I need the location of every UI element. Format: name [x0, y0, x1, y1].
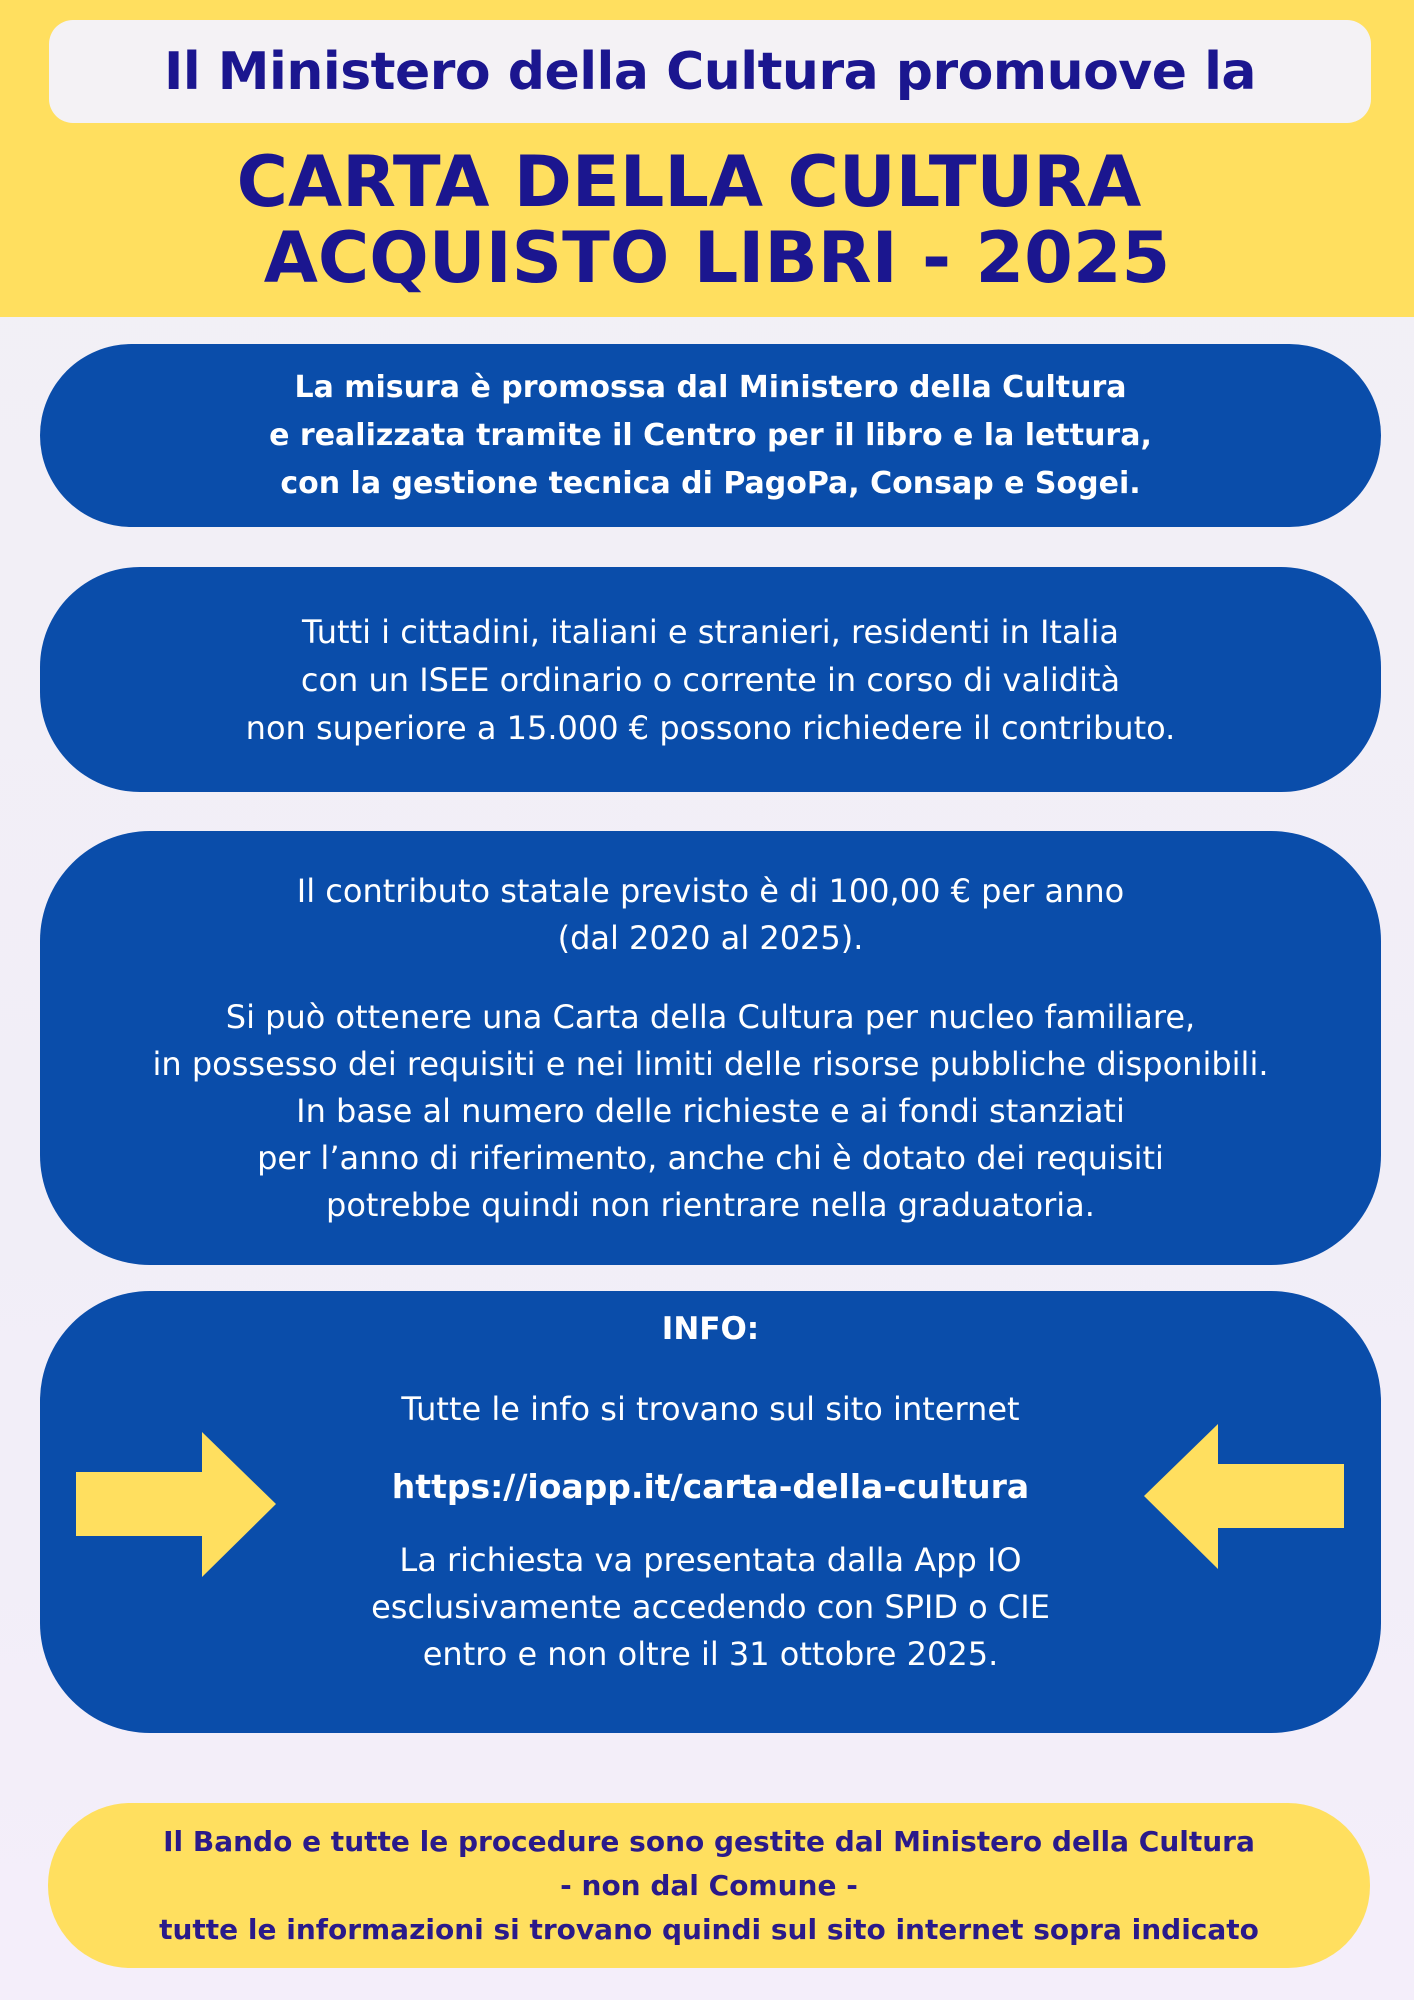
- arrow-right-icon: [76, 1432, 276, 1577]
- request-instructions: [371, 1537, 1050, 1678]
- eligibility-line-1: Tutti i cittadini, italiani e stranieri, residenti in Italia: [302, 612, 1119, 651]
- contribution-box: [40, 831, 1381, 1265]
- info-text: Tutte le info si trovano sul sito internet: [401, 1390, 1020, 1428]
- info-url-link[interactable]: https://ioapp.it/carta-della-cultura: [391, 1467, 1030, 1506]
- poster-title: [0, 140, 1414, 300]
- eligibility-box: [40, 567, 1381, 792]
- request-line-1: La richiesta va presentata dalla App IO: [399, 1541, 1022, 1579]
- footer-line-1: Il Bando e tutte le procedure sono gestite dal Ministero della Cultura: [163, 1824, 1255, 1858]
- measure-line-3: con la gestione tecnica di PagoPa, Consap e Sogei.: [280, 465, 1141, 501]
- footer-line-2: - non dal Comune -: [560, 1868, 858, 1902]
- measure-line-1: La misura è promossa dal Ministero della Cultura: [294, 369, 1127, 405]
- contribution-line-1: Il contributo statale previsto è di 100,00 € per anno: [296, 871, 1125, 910]
- contribution-line-2: (dal 2020 al 2025).: [557, 918, 864, 957]
- request-line-3: entro e non oltre il 31 ottobre 2025.: [422, 1635, 999, 1673]
- requirements-line-4: per l’anno di riferimento, anche chi è dotato dei requisiti: [257, 1138, 1164, 1177]
- promoter-heading: Il Ministero della Cultura promuove la: [164, 41, 1256, 102]
- header-banner: [0, 0, 1414, 317]
- requirements-line-2: in possesso dei requisiti e nei limiti delle risorse pubbliche disponibili.: [152, 1044, 1269, 1083]
- title-line-1: CARTA DELLA CULTURA: [236, 141, 1142, 223]
- footer-notice: [48, 1803, 1370, 1968]
- title-line-2: ACQUISTO LIBRI - 2025: [263, 217, 1171, 299]
- request-line-2: esclusivamente accedendo con SPID o CIE: [371, 1588, 1050, 1626]
- measure-line-2: e realizzata tramite il Centro per il libro e la lettura,: [269, 417, 1152, 453]
- requirements-line-1: Si può ottenere una Carta della Cultura per nucleo familiare,: [225, 997, 1196, 1036]
- requirements-line-5: potrebbe quindi non rientrare nella graduatoria.: [326, 1185, 1095, 1224]
- footer-line-3: tutte le informazioni si trovano quindi sul sito internet sopra indicato: [159, 1912, 1259, 1946]
- promoter-pill: [49, 20, 1371, 123]
- info-title: INFO:: [661, 1311, 760, 1347]
- measure-info-box: [40, 344, 1381, 527]
- eligibility-line-2: con un ISEE ordinario o corrente in corso di validità: [300, 660, 1121, 699]
- arrow-left-icon: [1144, 1424, 1344, 1569]
- requirements-line-3: In base al numero delle richieste e ai fondi stanziati: [296, 1091, 1125, 1130]
- eligibility-line-3: non superiore a 15.000 € possono richiedere il contributo.: [245, 708, 1176, 747]
